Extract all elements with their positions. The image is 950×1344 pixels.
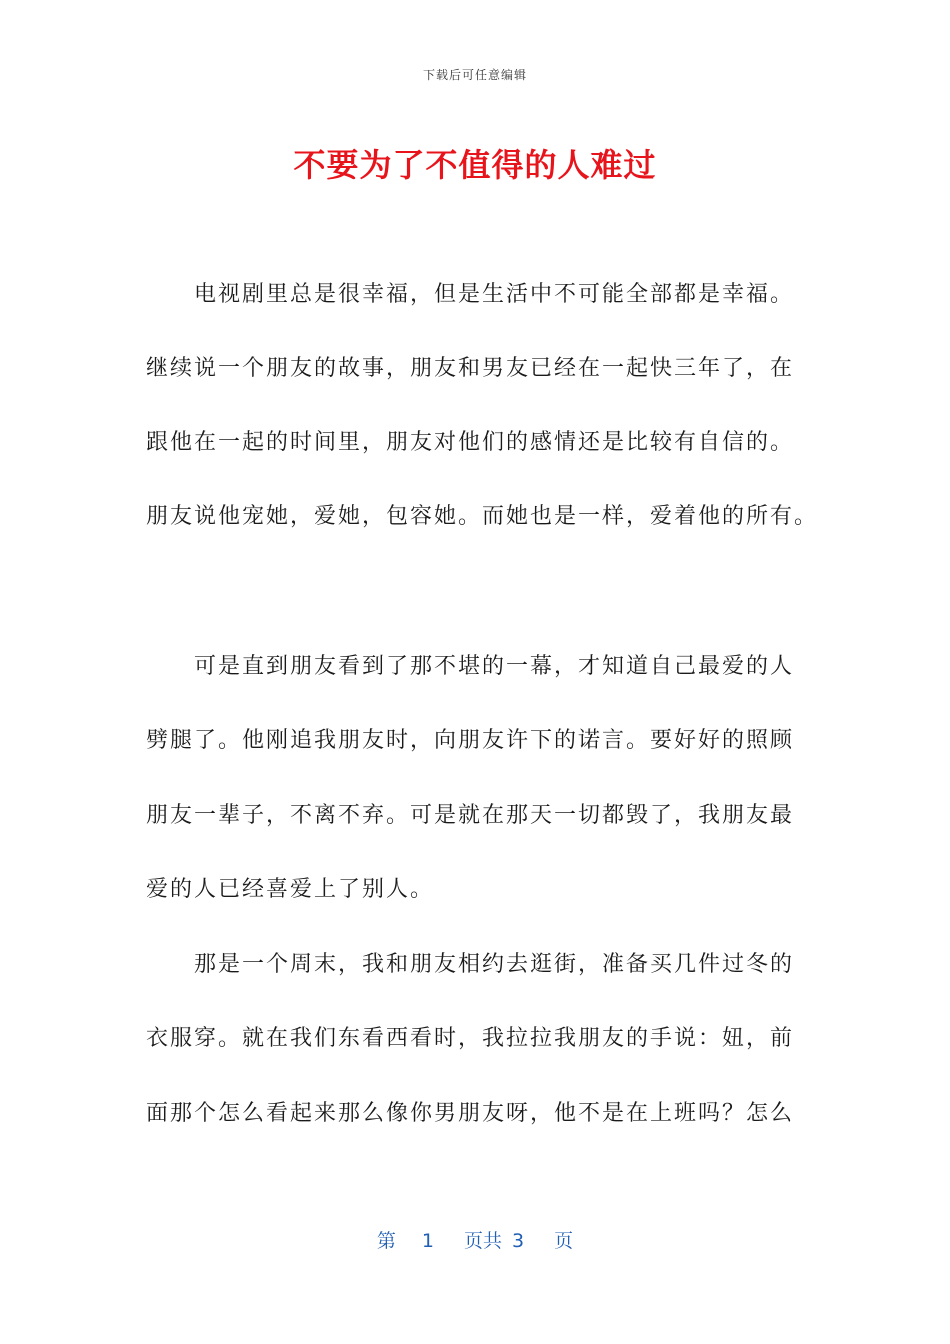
body-line: 朋友说他宠她，爱她，包容她。而她也是一样，爱着他的所有。 <box>146 504 819 529</box>
body-line: 劈腿了。他刚追我朋友时，向朋友许下的诺言。要好好的照顾 <box>146 728 795 753</box>
body-line: 跟他在一起的时间里，朋友对他们的感情还是比较有自信的。 <box>146 430 795 455</box>
total-pages-number: 3 <box>512 1230 525 1252</box>
body-line: 可是直到朋友看到了那不堪的一幕，才知道自己最爱的人 <box>146 654 795 679</box>
page-footer <box>0 1226 950 1253</box>
header-note: 下载后可任意编辑 <box>422 68 527 82</box>
body-line: 电视剧里总是很幸福，但是生活中不可能全部都是幸福。 <box>146 282 795 307</box>
body-line: 朋友一辈子，不离不弃。可是就在那天一切都毁了，我朋友最 <box>146 803 795 828</box>
body-line: 那是一个周末，我和朋友相约去逛街，准备买几件过冬的 <box>146 952 795 977</box>
page-mid-label: 页共 <box>463 1230 502 1252</box>
body-line: 爱的人已经喜爱上了别人。 <box>146 877 435 902</box>
body-line: 面那个怎么看起来那么像你男朋友呀，他不是在上班吗？怎么 <box>146 1101 795 1126</box>
page-suffix: 页 <box>554 1230 574 1252</box>
document-title: 不要为了不值得的人难过 <box>293 146 657 184</box>
body-line: 继续说一个朋友的故事，朋友和男友已经在一起快三年了，在 <box>146 356 795 381</box>
current-page-number: 1 <box>421 1230 434 1252</box>
page-prefix: 第 <box>376 1230 396 1252</box>
body-line: 衣服穿。就在我们东看西看时，我拉拉我朋友的手说：妞，前 <box>146 1026 795 1051</box>
